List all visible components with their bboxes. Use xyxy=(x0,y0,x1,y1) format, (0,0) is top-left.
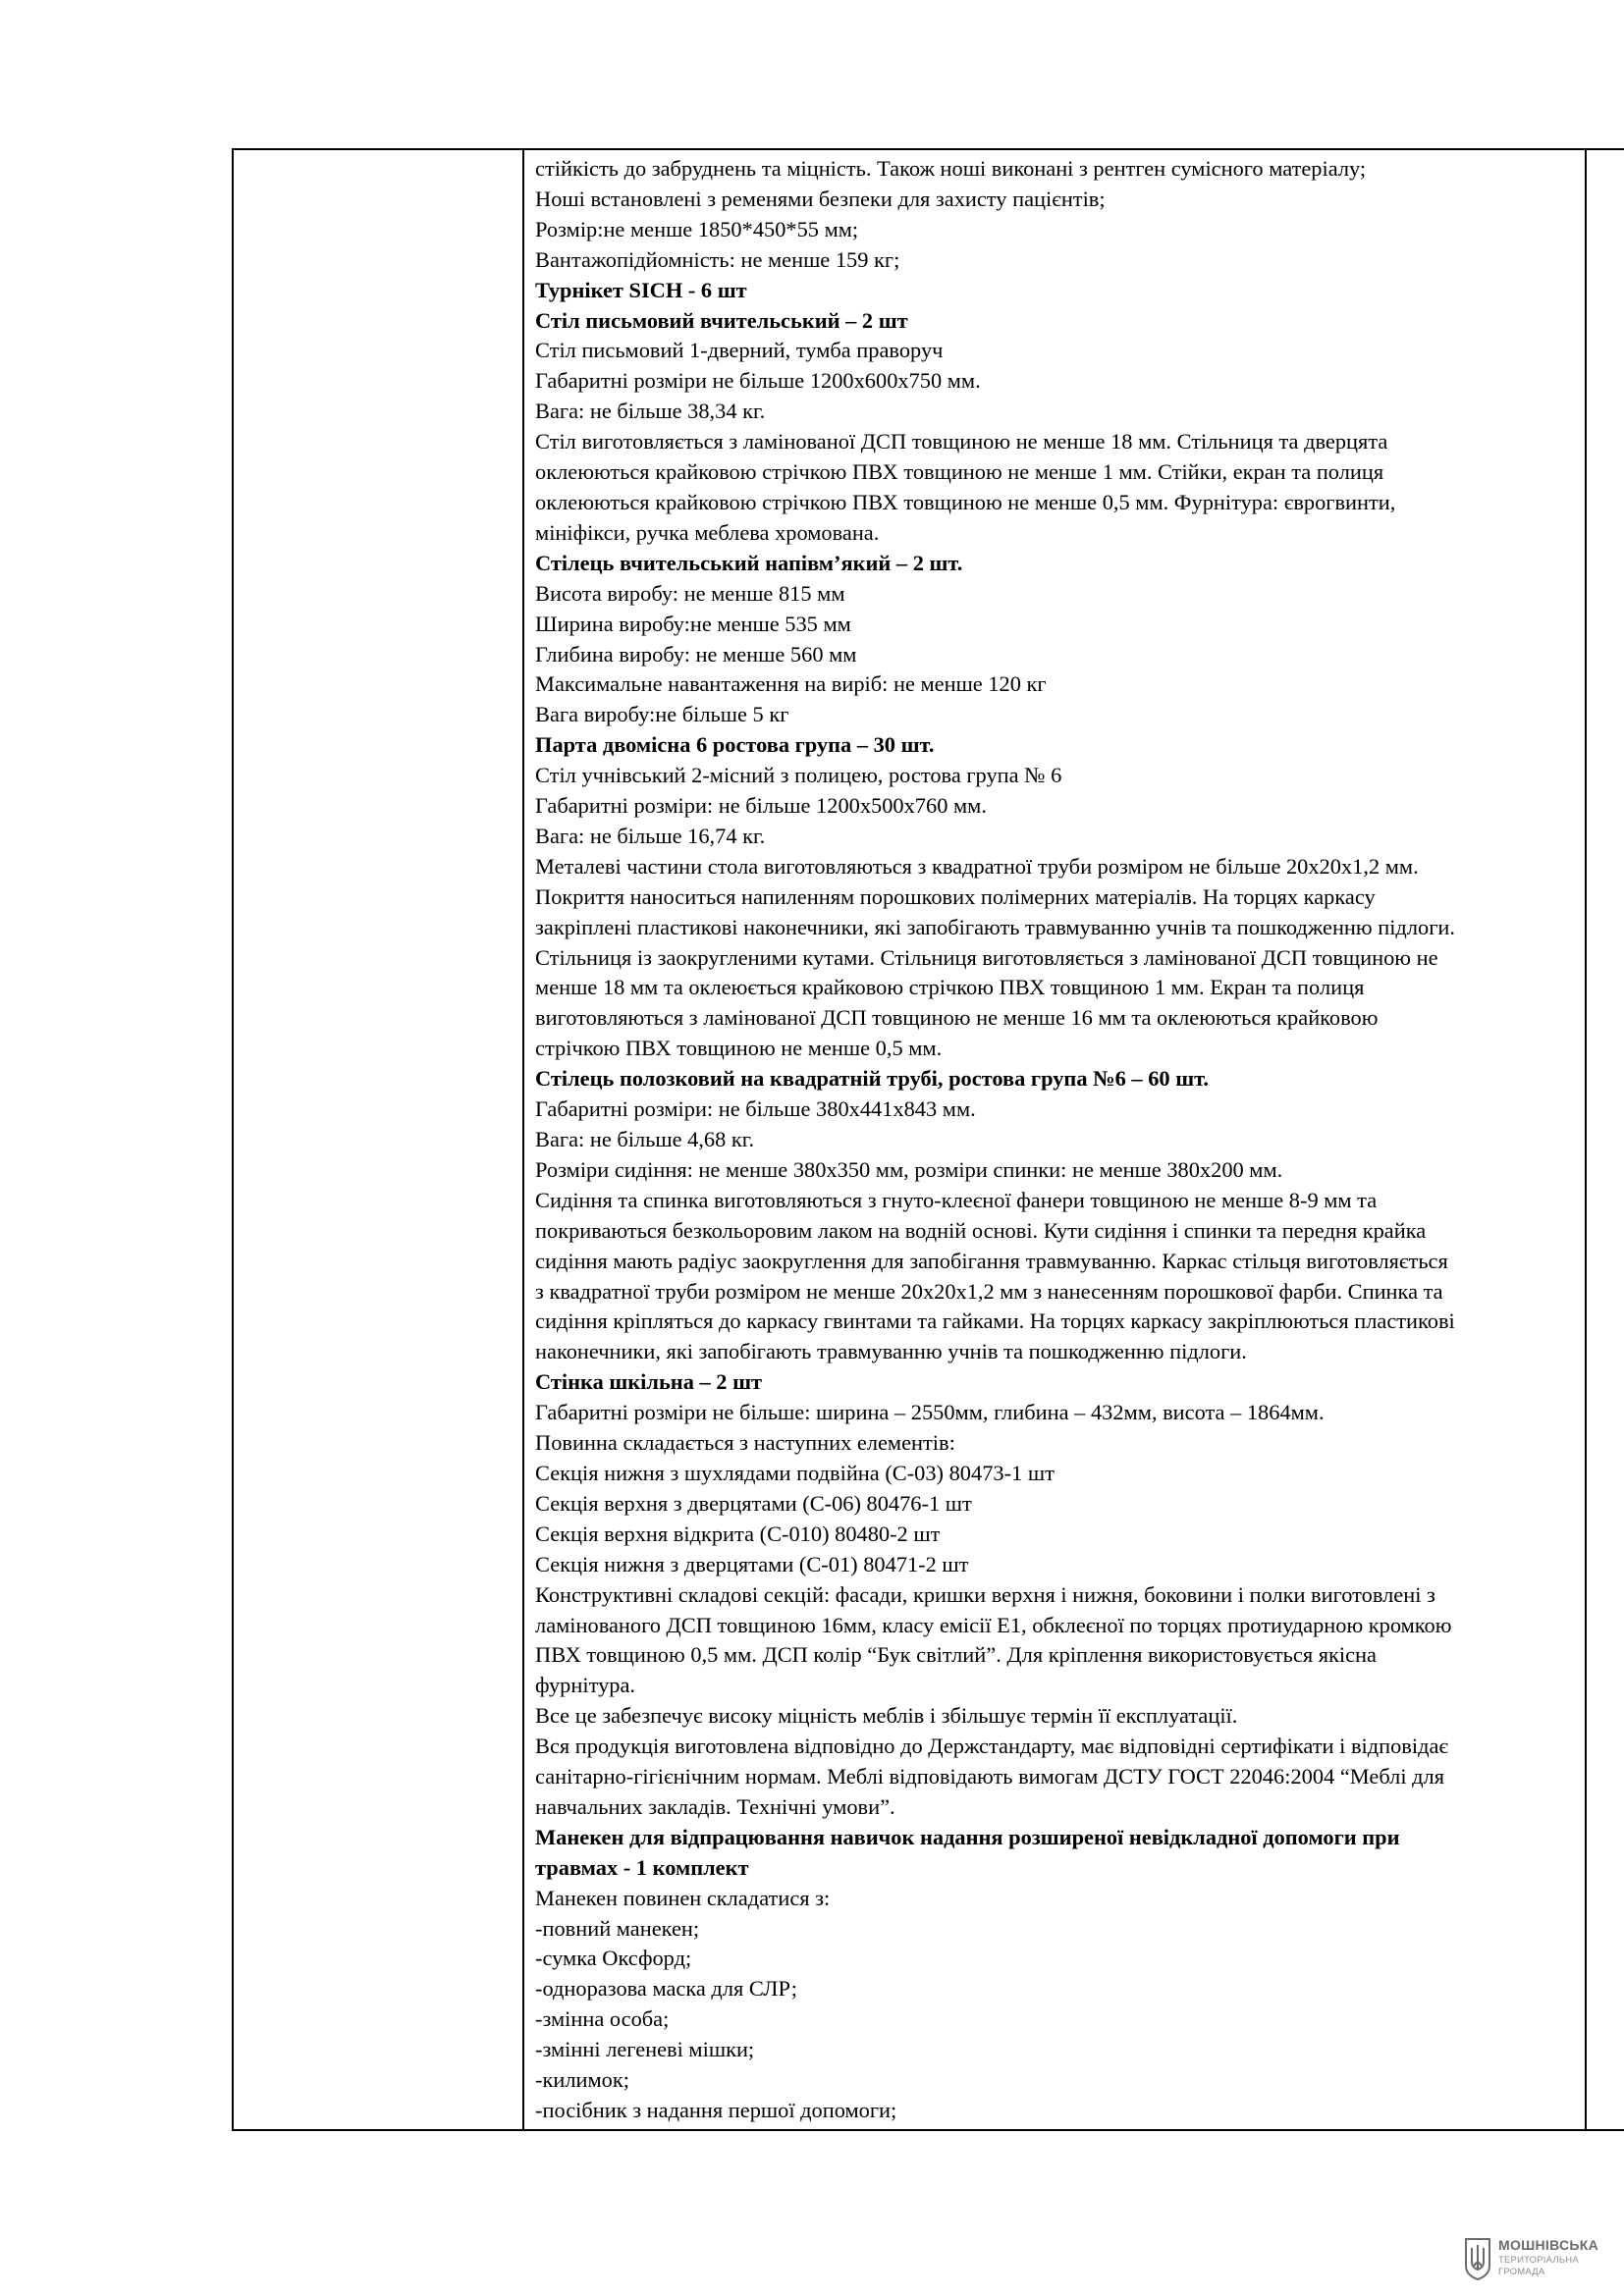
table-cell-description xyxy=(523,149,1586,2130)
text-line: стійкість до забруднень та міцність. Також ноші виконані з рентген сумісного матеріалу; xyxy=(535,156,1367,181)
item-heading: Парта двомісна 6 ростова група – 30 шт. xyxy=(535,732,935,758)
spec-table xyxy=(232,148,1624,2131)
trident-emblem-icon xyxy=(1463,2236,1492,2281)
text-line: Вага: не більше 38,34 кг. xyxy=(535,399,766,424)
description-text xyxy=(524,150,1585,2129)
text-line: Секція верхня з дверцятами (С-06) 80476-1 шт xyxy=(535,1490,972,1516)
text-line: Повинна складається з наступних елементів: xyxy=(535,1430,955,1456)
text-line: Вся продукція виготовлена відповідно до Держстандарту, має відповідні сертифікати і відповідає xyxy=(535,1734,1449,1759)
text-line: з квадратної труби розміром не менше 20х20х1,2 мм з нанесенням порошкової фарби. Спинка та xyxy=(535,1278,1443,1304)
item-heading: Стілець вчительський напівм’який – 2 шт. xyxy=(535,550,963,575)
text-line: Розмір:не менше 1850*450*55 мм; xyxy=(535,216,859,241)
text-line: оклеюються крайковою стрічкою ПВХ товщиною не менше 0,5 мм. Фурнітура: єврогвинти, xyxy=(535,489,1396,514)
item-heading: Манекен для відпрацювання навичок надання розширеної невідкладної допомоги при xyxy=(535,1824,1400,1849)
text-line: Вага: не більше 4,68 кг. xyxy=(535,1127,755,1151)
text-line: Стіл виготовляється з ламінованої ДСП товщиною не менше 18 мм. Стільниця та дверцята xyxy=(535,429,1388,454)
text-line: навчальних закладів. Технічні умови”. xyxy=(535,1793,895,1819)
table-cell-left xyxy=(233,149,523,2130)
text-line: ламінованого ДСП товщиною 16мм, класу емісії Е1, обклеєної по торцях протиударною кромкою xyxy=(535,1612,1452,1637)
text-line: Манекен повинен складатися з: xyxy=(535,1885,831,1910)
text-line: фурнітура. xyxy=(535,1673,635,1698)
text-line: Вантажопідйомність: не менше 159 кг; xyxy=(535,246,900,272)
text-line: закріплені пластикові наконечники, які запобігають травмуванню учнів та пошкодженню підлоги. xyxy=(535,914,1455,939)
text-line: Стільниця із заокругленими кутами. Стільниця виготовляється з ламінованої ДСП товщиною не xyxy=(535,944,1438,970)
text-line: -змінні легеневі мішки; xyxy=(535,2037,755,2062)
text-line: -повний манекен; xyxy=(535,1915,700,1941)
text-line: Ноші встановлені з ременями безпеки для захисту пацієнтів; xyxy=(535,186,1106,211)
text-line: -одноразова маска для СЛР; xyxy=(535,1976,797,2002)
text-line: Розміри сидіння: не менше 380х350 мм, розміри спинки: не менше 380х200 мм. xyxy=(535,1156,1283,1182)
text-line: Секція верхня відкрита (С-010) 80480-2 шт xyxy=(535,1521,941,1546)
text-line: -килимок; xyxy=(535,2067,629,2093)
logo-title: МОШНІВСЬКА xyxy=(1498,2237,1599,2253)
text-line: стрічкою ПВХ товщиною не менше 0,5 мм. xyxy=(535,1036,943,1061)
footer-logo xyxy=(1463,2236,1610,2285)
text-line: виготовляються з ламінованої ДСП товщиною не менше 16 мм та оклеюються крайковою xyxy=(535,1005,1379,1031)
text-line: оклеюються крайковою стрічкою ПВХ товщиною не менше 1 мм. Стійки, екран та полиця xyxy=(535,459,1384,485)
text-line: Ширина виробу:не менше 535 мм xyxy=(535,611,851,636)
text-line: Сидіння та спинка виготовляються з гнуто-клеєної фанери товщиною не менше 8-9 мм та xyxy=(535,1187,1378,1212)
text-line: Все це забезпечує високу міцність меблів і збільшує термін її експлуатації. xyxy=(535,1703,1238,1729)
text-line: -сумка Оксфорд; xyxy=(535,1946,692,1971)
item-heading: травмах - 1 комплект xyxy=(535,1854,749,1880)
text-line: Вага виробу:не більше 5 кг xyxy=(535,702,789,727)
text-line: сидіння мають радіус заокруглення для запобігання травмуванню. Каркас стільця виготовляється xyxy=(535,1248,1448,1273)
text-line: менше 18 мм та оклеюється крайковою стрічкою ПВХ товщиною 1 мм. Екран та полиця xyxy=(535,975,1365,1000)
text-line: Металеві частини стола виготовляються з квадратної труби розміром не більше 20х20х1,2 мм. xyxy=(535,853,1419,879)
text-line: сидіння кріпляться до каркасу гвинтами та гайками. На торцях каркасу закріплюються пластикові xyxy=(535,1308,1455,1334)
text-line: Максимальне навантаження на виріб: не менше 120 кг xyxy=(535,671,1047,697)
text-line: Вага: не більше 16,74 кг. xyxy=(535,823,766,848)
table-cell-right xyxy=(1586,149,1624,2130)
text-line: покриваються безкольоровим лаком на водній основі. Кути сидіння і спинки та передня крайка xyxy=(535,1217,1427,1243)
text-line: Покриття наноситься напиленням порошкових полімерних матеріалів. На торцях каркасу xyxy=(535,883,1376,909)
text-line: -посібник з надання першої допомоги; xyxy=(535,2098,897,2122)
logo-subtitle-2: ГРОМАДА xyxy=(1498,2267,1545,2277)
text-line: санітарно-гігієнічним нормам. Меблі відповідають вимогам ДСТУ ГОСТ 22046:2004 “Меблі для xyxy=(535,1764,1445,1789)
item-heading: Стінка шкільна – 2 шт xyxy=(535,1369,762,1395)
item-heading: Турнікет SICH - 6 шт xyxy=(535,277,747,302)
text-line: Конструктивні складові секцій: фасади, кришки верхня і нижня, боковини і полки виготовлені з xyxy=(535,1581,1435,1607)
text-line: Секція нижня з шухлядами подвійна (С-03) 80473-1 шт xyxy=(535,1460,1055,1485)
text-line: Стіл письмовий 1-дверний, тумба праворуч xyxy=(535,338,944,363)
text-line: -змінна особа; xyxy=(535,2006,670,2032)
text-line: Секція нижня з дверцятами (С-01) 80471-2 шт xyxy=(535,1551,969,1576)
text-line: Габаритні розміри не більше 1200х600х750 мм. xyxy=(535,368,981,394)
text-line: Габаритні розміри: не більше 1200х500х760 мм. xyxy=(535,793,987,819)
text-line: Габаритні розміри не більше: ширина – 2550мм, глибина – 432мм, висота – 1864мм. xyxy=(535,1400,1325,1425)
text-line: Глибина виробу: не менше 560 мм xyxy=(535,641,857,667)
text-line: ПВХ товщиною 0,5 мм. ДСП колір “Бук світлий”. Для кріплення використовується якісна xyxy=(535,1642,1377,1668)
text-line: Висота виробу: не менше 815 мм xyxy=(535,580,845,606)
text-line: Габаритні розміри: не більше 380х441х843 мм. xyxy=(535,1096,976,1122)
item-heading: Стілець полозковий на квадратній трубі, ростова група №6 – 60 шт. xyxy=(535,1066,1210,1092)
logo-subtitle-1: ТЕРИТОРІАЛЬНА xyxy=(1498,2255,1579,2266)
text-line: Стіл учнівський 2-місний з полицею, ростова група № 6 xyxy=(535,763,1062,788)
text-line: наконечники, які запобігають травмуванню учнів та пошкодженню підлоги. xyxy=(535,1339,1247,1364)
item-heading: Стіл письмовий вчительський – 2 шт xyxy=(535,307,908,333)
text-line: мініфікси, ручка меблева хромована. xyxy=(535,519,880,545)
table-row xyxy=(233,149,1624,2130)
